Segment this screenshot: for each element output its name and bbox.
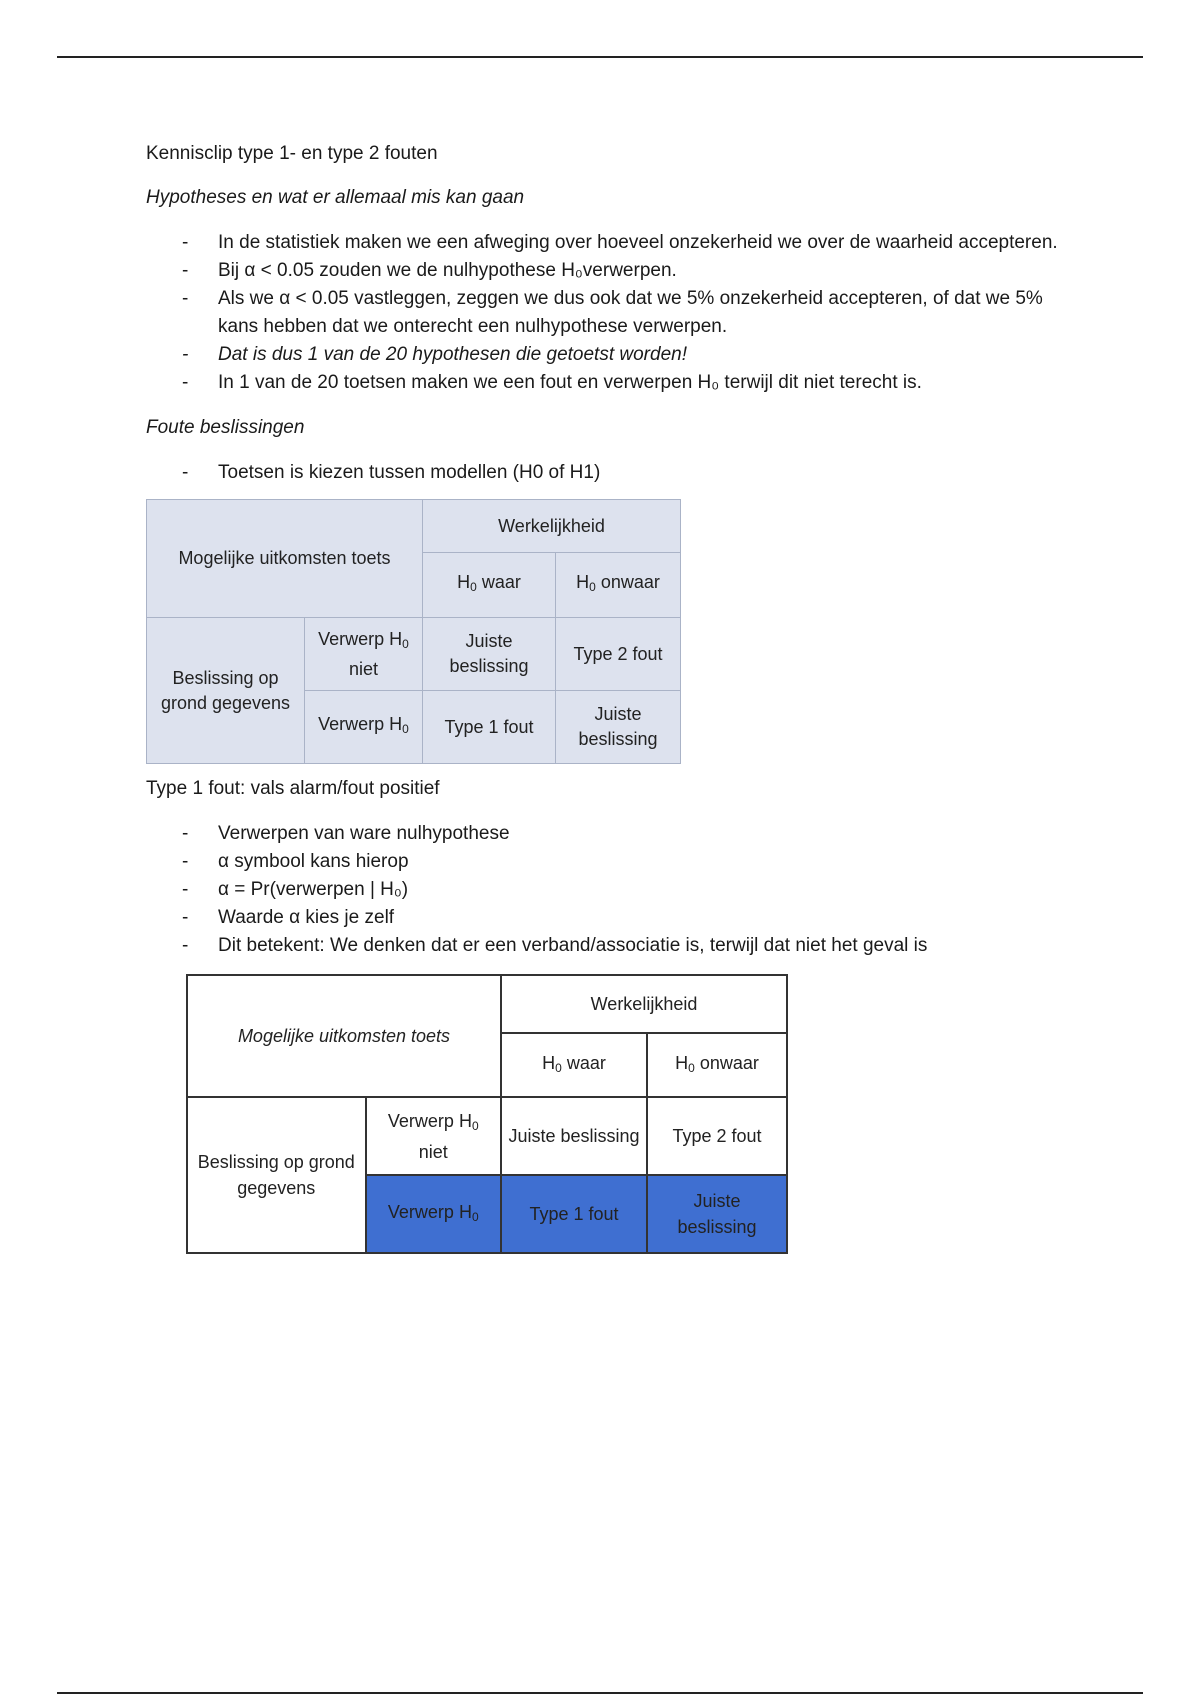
subscript: 0 <box>589 580 596 594</box>
list-item: - In 1 van de 20 toetsen maken we een fout en verwerpen H₀ terwijl dit niet terecht is. <box>146 369 1086 397</box>
section-heading-foute-beslissingen: Foute beslissingen <box>146 417 305 438</box>
list-item: - Toetsen is kiezen tussen modellen (H0 of H1) <box>146 459 1086 487</box>
row-label-reject-not <box>366 1097 501 1175</box>
table-header-reality: Werkelijkheid <box>423 500 681 553</box>
bullet-list-type-1-fout <box>146 820 1086 960</box>
list-item: - α = Pr(verwerpen | H₀) <box>146 876 1086 904</box>
table-corner-label: Mogelijke uitkomsten toets <box>147 500 423 618</box>
list-item: - Als we α < 0.05 vastleggen, zeggen we dus ook dat we 5% onzekerheid accepteren, of dat we 5% kans hebben dat we onterecht een nulhypothese verwerpen. <box>146 285 1086 341</box>
cell-correct-decision: Juiste beslissing <box>501 1097 647 1175</box>
table-header-reality: Werkelijkheid <box>501 975 787 1033</box>
document-body <box>146 143 1086 1254</box>
top-rule <box>57 56 1143 58</box>
subscript: 0 <box>471 1118 479 1133</box>
subscript: 0 <box>471 1209 479 1224</box>
h-letter: H <box>576 572 590 592</box>
reject-label: Verwerp H <box>318 714 403 734</box>
table-decision-label: Beslissing op grond gegevens <box>187 1097 366 1253</box>
table-header-h0-true <box>423 553 556 618</box>
decision-table-2 <box>186 974 788 1254</box>
reject-not-prefix: Verwerp H <box>387 1110 472 1131</box>
row-label-reject <box>305 691 423 764</box>
cell-type-1-error-highlighted: Type 1 fout <box>501 1175 647 1253</box>
bottom-rule <box>57 1692 1143 1694</box>
document-title: Kennisclip type 1- en type 2 fouten <box>146 143 438 164</box>
cell-type-2-error: Type 2 fout <box>647 1097 787 1175</box>
list-item: - Bij α < 0.05 zouden we de nulhypothese H₀verwerpen. <box>146 257 1086 285</box>
cell-type-2-error: Type 2 fout <box>556 618 681 691</box>
table-corner-label: Mogelijke uitkomsten toets <box>187 975 501 1097</box>
list-item: - In de statistiek maken we een afweging over hoeveel onzekerheid we over de waarheid accepteren. <box>146 229 1086 257</box>
cell-correct-decision: Juiste beslissing <box>556 691 681 764</box>
reject-not-suffix: niet <box>348 658 379 679</box>
subscript: 0 <box>688 1060 695 1075</box>
cell-correct-decision: Juiste beslissing <box>423 618 556 691</box>
subscript: 0 <box>402 722 409 736</box>
subscript: 0 <box>470 580 477 594</box>
row-label-reject-highlighted <box>366 1175 501 1253</box>
list-item: - Dat is dus 1 van de 20 hypothesen die getoetst worden! <box>146 341 1086 369</box>
reject-label: Verwerp H <box>387 1201 472 1222</box>
table-decision-label: Beslissing op grond gegevens <box>147 618 305 764</box>
subscript: 0 <box>555 1060 562 1075</box>
section-heading-hypotheses: Hypotheses en wat er allemaal mis kan gaan <box>146 187 525 208</box>
bullet-list-hypotheses <box>146 229 1086 397</box>
h0-false-label: onwaar <box>600 572 660 592</box>
cell-correct-decision-highlighted: Juiste beslissing <box>647 1175 787 1253</box>
row-label-reject-not <box>305 618 423 691</box>
h-letter: H <box>675 1052 689 1073</box>
h-letter: H <box>457 572 471 592</box>
decision-table-1 <box>146 499 681 764</box>
h0-false-label: onwaar <box>699 1052 759 1073</box>
bullet-list-foute-beslissingen <box>146 459 1086 487</box>
h-letter: H <box>542 1052 556 1073</box>
list-item: - Waarde α kies je zelf <box>146 904 1086 932</box>
table-header-h0-true <box>501 1033 647 1097</box>
reject-not-suffix: niet <box>418 1141 448 1162</box>
h0-true-label: waar <box>566 1052 606 1073</box>
table-header-h0-false <box>556 553 681 618</box>
h0-true-label: waar <box>481 572 521 592</box>
section-heading-type-1-fout: Type 1 fout: vals alarm/fout positief <box>146 778 440 799</box>
list-item: - Dit betekent: We denken dat er een verband/associatie is, terwijl dat niet het geval is <box>146 932 1086 960</box>
list-item: - α symbool kans hierop <box>146 848 1086 876</box>
list-item: - Verwerpen van ware nulhypothese <box>146 820 1086 848</box>
subscript: 0 <box>402 636 409 651</box>
reject-not-prefix: Verwerp H <box>318 628 403 649</box>
cell-type-1-error: Type 1 fout <box>423 691 556 764</box>
table-header-h0-false <box>647 1033 787 1097</box>
